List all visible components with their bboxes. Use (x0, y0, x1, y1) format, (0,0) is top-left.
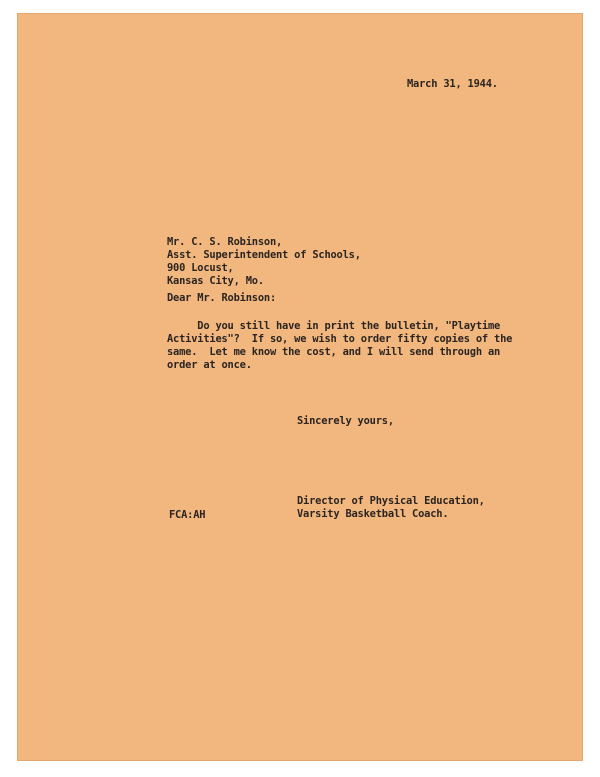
complimentary-closing: Sincerely yours, (297, 415, 394, 427)
reference-initials: FCA:AH (169, 509, 206, 521)
body-line: order at once. (167, 359, 252, 371)
body-line: Activities"? If so, we wish to order fifty copies of the (167, 333, 513, 345)
signature-line: Director of Physical Education, (297, 495, 485, 507)
body-line: Do you still have in print the bulletin, "Playtime (167, 320, 501, 332)
recipient-address (167, 236, 361, 288)
body-line: same. Let me know the cost, and I will send through an (167, 346, 501, 358)
letter-page (17, 13, 583, 761)
letter-date: March 31, 1944. (407, 78, 498, 90)
letter-body (167, 320, 512, 372)
salutation: Dear Mr. Robinson: (167, 292, 277, 304)
recipient-line: Mr. C. S. Robinson, (167, 236, 283, 248)
signature-block (297, 495, 485, 521)
recipient-line: Kansas City, Mo. (167, 275, 264, 287)
signature-line: Varsity Basketball Coach. (297, 508, 449, 520)
recipient-line: Asst. Superintendent of Schools, (167, 249, 361, 261)
recipient-line: 900 Locust, (167, 262, 234, 274)
